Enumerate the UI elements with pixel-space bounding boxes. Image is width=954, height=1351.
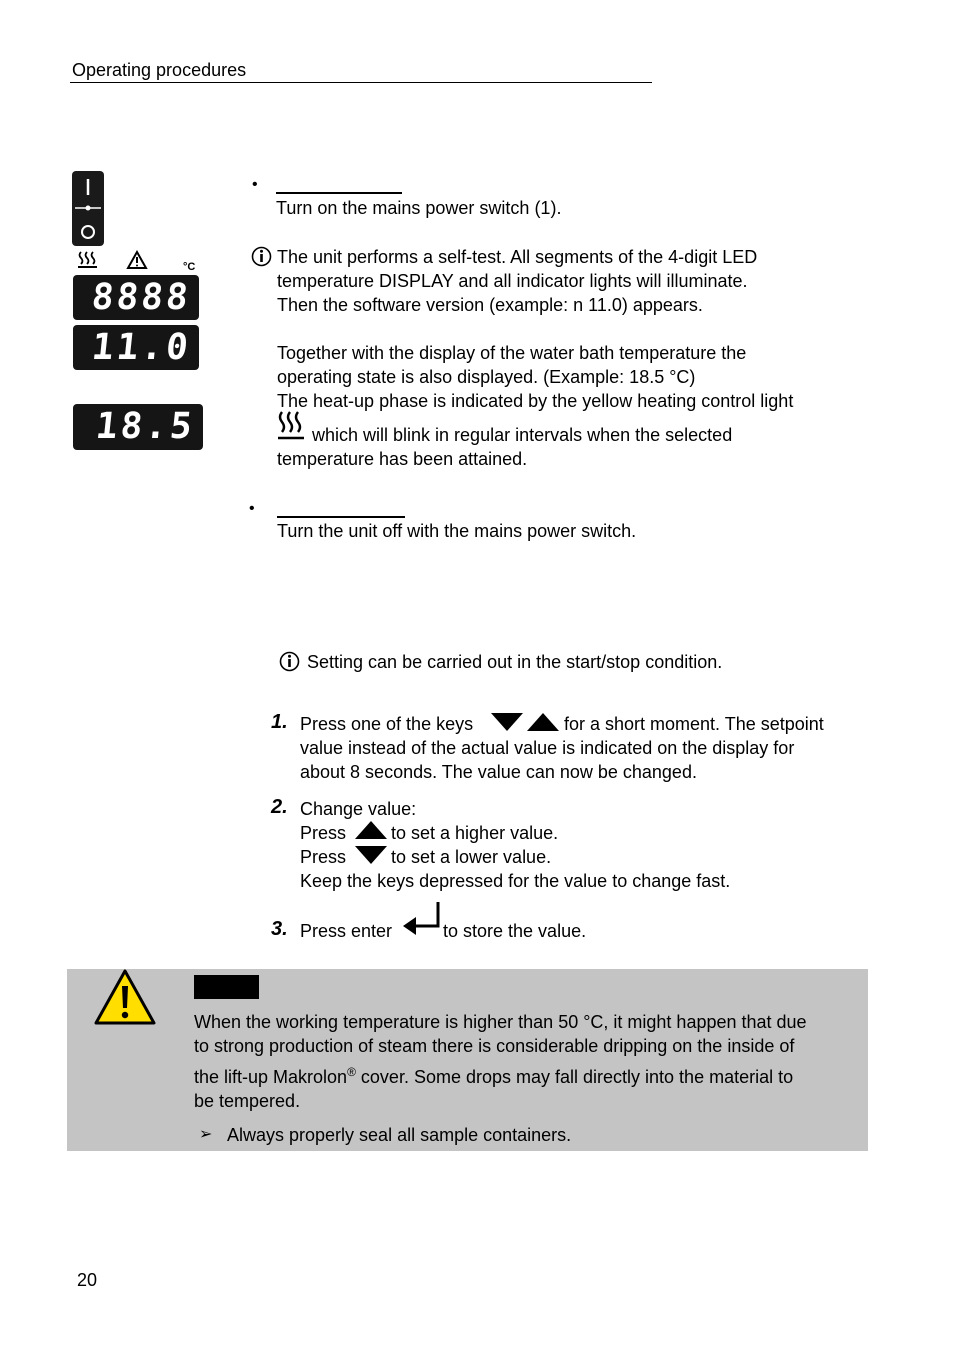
step-3-text-b: to store the value.: [443, 921, 587, 941]
header-rule: [70, 82, 652, 83]
step-switch-on: Turn on the mains power switch (1).: [276, 198, 562, 218]
step-1-text-b: for a short moment. The setpoint: [564, 714, 824, 734]
notice-line-3-b: cover. Some drops may fall directly into the material to: [355, 1067, 794, 1087]
step-2-press-higher: Press: [300, 823, 347, 843]
step-3-number: 3.: [271, 918, 288, 940]
page-header: Operating procedures: [72, 60, 247, 80]
info-line-1: The unit performs a self-test. All segments of the 4-digit LED: [277, 247, 758, 267]
info-icon: [279, 651, 300, 672]
bullet-switch-on: •: [252, 176, 258, 193]
led-display-temperature-text: 18.5: [94, 406, 198, 447]
led-display-all: [73, 275, 199, 320]
arrow-up-key-icon: [355, 820, 387, 840]
notice-line-2: to strong production of steam there is considerable dripping on the inside of: [194, 1036, 795, 1056]
step-1-line-3: about 8 seconds. The value can now be changed.: [300, 762, 697, 782]
power-switch-icon: [72, 171, 104, 246]
notice-action: Always properly seal all sample containers.: [227, 1125, 572, 1145]
led-display-all-text: 8888: [90, 277, 194, 318]
info-line-2: temperature DISPLAY and all indicator lights will illuminate.: [277, 271, 748, 291]
notice-line-3-a: the lift-up Makrolon: [194, 1067, 348, 1087]
para-line-4: which will blink in regular intervals when the selected: [312, 425, 733, 445]
heading-rule-switch-on: [276, 192, 402, 194]
celsius-label: °C: [183, 261, 196, 273]
step-2-higher: to set a higher value.: [391, 823, 559, 843]
step-2-number: 2.: [271, 796, 288, 818]
step-2-line-1: Change value:: [300, 799, 417, 819]
step-switch-off: Turn the unit off with the mains power switch.: [277, 521, 637, 541]
heading-rule-switch-off: [277, 516, 405, 518]
led-display-temperature: [73, 404, 203, 450]
para-line-5: temperature has been attained.: [277, 449, 528, 469]
notice-line-4: be tempered.: [194, 1091, 301, 1111]
step-2-lower: to set a lower value.: [391, 847, 552, 867]
para-line-2: operating state is also displayed. (Example: 18.5 °C): [277, 367, 696, 387]
step-1-number: 1.: [271, 711, 288, 733]
heating-icon: [77, 250, 99, 270]
led-display-version: [73, 325, 199, 370]
para-line-3: The heat-up phase is indicated by the yellow heating control light: [277, 391, 794, 411]
enter-key-icon: [403, 900, 441, 938]
warning-light-icon: [126, 250, 148, 270]
notice-line-3: [194, 1060, 793, 1089]
power-switch: [72, 171, 104, 246]
arrow-down-key-icon: [491, 712, 523, 732]
step-1-line-2: value instead of the actual value is indicated on the display for: [300, 738, 795, 758]
arrow-down-key-icon: [355, 845, 387, 865]
info-line-3: Then the software version (example: n 11.0) appears.: [277, 295, 703, 315]
bullet-switch-off: •: [249, 500, 255, 517]
para-line-1: Together with the display of the water bath temperature the: [277, 343, 747, 363]
setting-info: Setting can be carried out in the start/stop condition.: [307, 652, 723, 672]
warning-icon: [94, 968, 156, 1026]
notice-label: [194, 975, 259, 999]
info-icon: [251, 246, 272, 267]
page-number: 20: [77, 1270, 98, 1290]
heating-light-icon: [277, 410, 305, 442]
registered-mark: ®: [347, 1065, 356, 1079]
step-2-press-lower: Press: [300, 847, 347, 867]
step-3-text-a: Press enter: [300, 921, 393, 941]
arrow-up-key-icon: [527, 712, 559, 732]
led-display-version-text: 11.0: [90, 327, 194, 368]
action-marker-icon: ➢: [199, 1126, 213, 1143]
notice-line-1: When the working temperature is higher than 50 °C, it might happen that due: [194, 1012, 807, 1032]
step-2-line-4: Keep the keys depressed for the value to change fast.: [300, 871, 731, 891]
step-1-text-a: Press one of the keys: [300, 714, 474, 734]
